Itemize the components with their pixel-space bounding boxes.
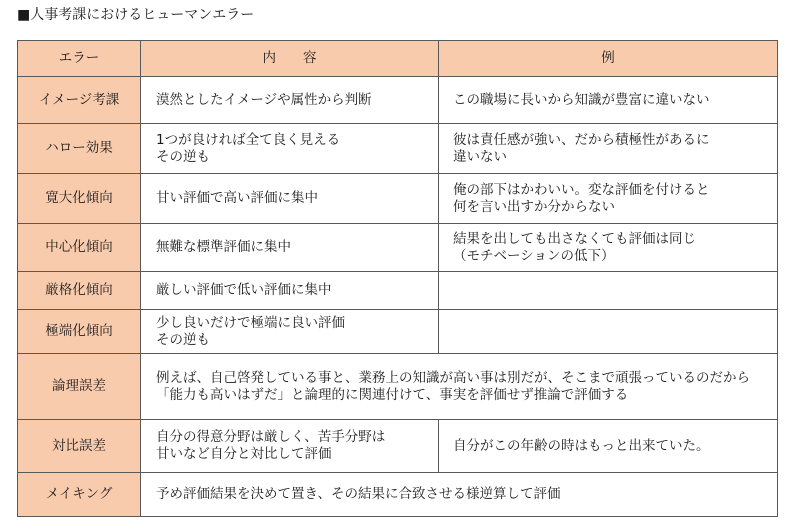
row-error-name: 寛大化傾向 (18, 174, 141, 224)
row-content (141, 124, 439, 174)
row-content-text: 漠然としたイメージや属性から判断 (156, 91, 372, 108)
row-error-name: ハロー効果 (18, 124, 141, 174)
row-example-text: 彼は責任感が強い、だから積極性があるに 違いない (453, 131, 710, 165)
row-content-text: 甘い評価で高い評価に集中 (156, 190, 318, 206)
human-error-table (17, 40, 778, 517)
row-content-text: 自分の得意分野は厳しく、苦手分野は 甘いなど自分と対比して評価 (156, 429, 386, 462)
row-content (141, 174, 439, 224)
table-row (18, 272, 778, 310)
row-example (439, 224, 778, 272)
row-example (439, 174, 778, 224)
row-error-name: 中心化傾向 (18, 224, 141, 272)
header-error: エラー (18, 41, 141, 77)
table-row (18, 310, 778, 354)
row-error-name: メイキング (18, 473, 141, 517)
row-error-name: イメージ考課 (18, 77, 141, 124)
table-row (18, 473, 778, 517)
row-example (439, 420, 778, 473)
row-content-text: 無難な標準評価に集中 (156, 239, 291, 255)
row-content-text: 厳しい評価で低い評価に集中 (156, 282, 332, 298)
table-row (18, 124, 778, 174)
row-example (439, 272, 778, 310)
row-content-text: 1つが良ければ全て良く見える その逆も (156, 131, 341, 165)
row-example (439, 310, 778, 354)
row-error-name: 厳格化傾向 (18, 272, 141, 310)
table-header-row (18, 41, 778, 77)
row-content (141, 224, 439, 272)
row-example-text: 俺の部下はかわいい。変な評価を付けると 何を言い出すか分からない (453, 181, 710, 215)
row-merged-content: 予め評価結果を決めて置き、その結果に合致させる様逆算して評価 (141, 473, 778, 517)
document-title: ■人事考課におけるヒューマンエラー (17, 7, 255, 23)
row-content (141, 77, 439, 124)
row-example-text: 自分がこの年齢の時はもっと出来ていた。 (453, 437, 710, 454)
table-row (18, 354, 778, 420)
row-error-name: 対比誤差 (18, 420, 141, 473)
row-example (439, 124, 778, 174)
table-row (18, 420, 778, 473)
table-row (18, 77, 778, 124)
row-content (141, 272, 439, 310)
row-example-text: この職場に長いから知識が豊富に違いない (453, 91, 710, 108)
table-row (18, 174, 778, 224)
row-content (141, 420, 439, 473)
header-example: 例 (439, 41, 778, 77)
row-content (141, 310, 439, 354)
row-example-text: 結果を出しても出さなくても評価は同じ （モチベーションの低下） (453, 230, 696, 264)
row-content-text: 少し良いだけで極端に良い評価 その逆も (156, 314, 345, 348)
row-merged-content: 例えば、自己啓発している事と、業務上の知識が高い事は別だが、そこまで頑張っているのだから「能力も高いはずだ」と論理的に関連付けて、事実を評価せず推論で評価する (141, 354, 778, 420)
row-error-name: 論理誤差 (18, 354, 141, 420)
table-row (18, 224, 778, 272)
header-content: 内 容 (141, 41, 439, 77)
row-error-name: 極端化傾向 (18, 310, 141, 354)
row-example (439, 77, 778, 124)
